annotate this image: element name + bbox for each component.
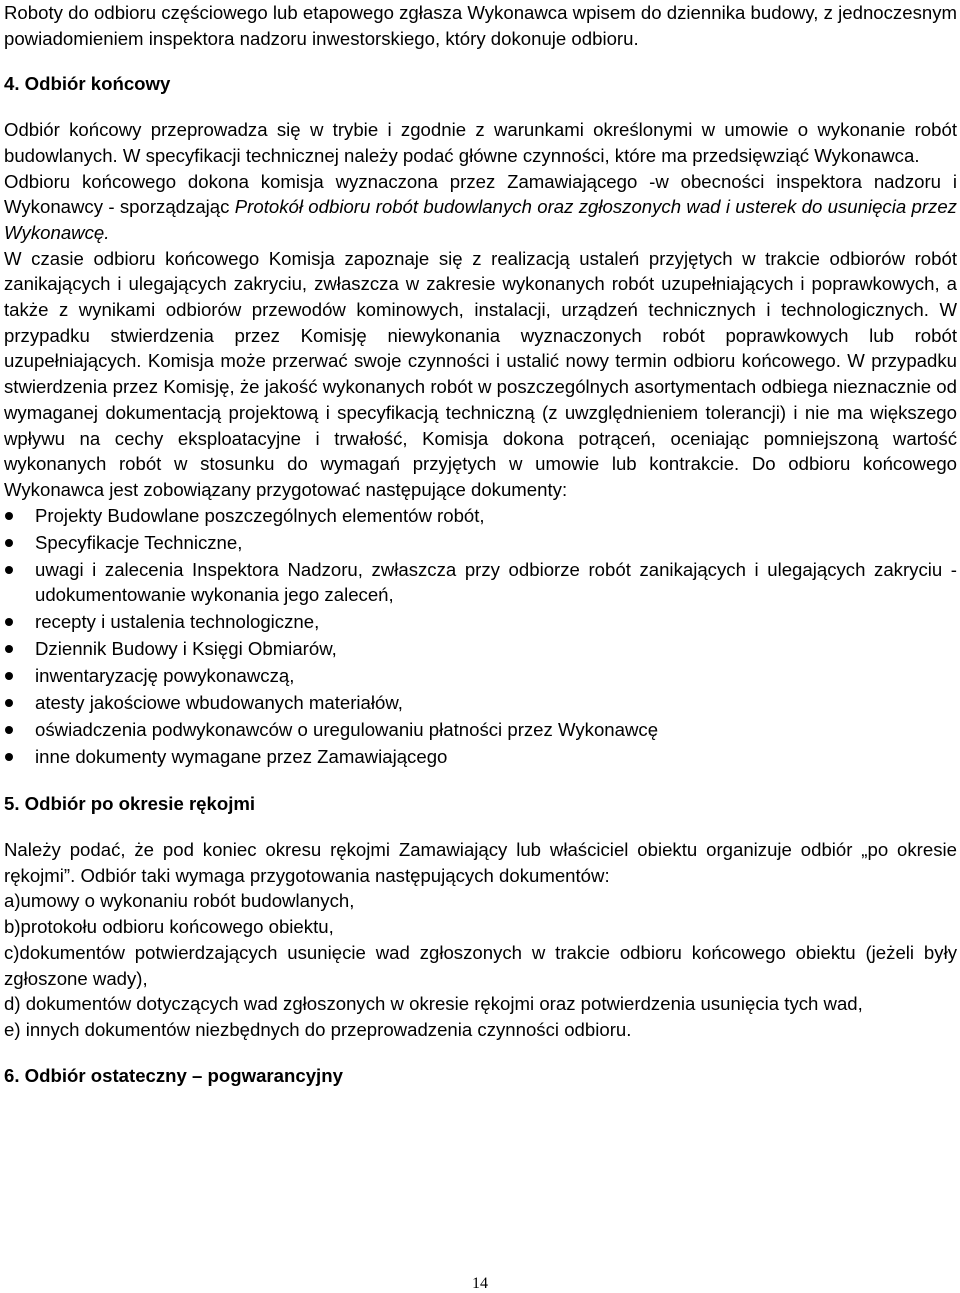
section-5-paragraph-1: Należy podać, że pod koniec okresu rękojmi Zamawiający lub właściciel obiektu organizuje odbiór „po okresie rękojmi”. Odbiór taki wymaga przygotowania następujących dokumentów:: [4, 839, 957, 886]
list-item: atesty jakościowe wbudowanych materiałów,: [4, 690, 957, 716]
section-5-item: c)dokumentów potwierdzających usunięcie wad zgłoszonych w trakcie odbioru końcowego obiektu (jeżeli były zgłoszone wady),: [4, 941, 957, 989]
spacer: [4, 771, 957, 791]
spacer: [4, 97, 957, 117]
required-documents-list: [4, 503, 957, 770]
list-item: Dziennik Budowy i Księgi Obmiarów,: [4, 636, 957, 662]
section-5-item: d) dokumentów dotyczących wad zgłoszonych w okresie rękojmi oraz potwierdzenia usunięcia tych wad,: [4, 993, 863, 1015]
list-item: inne dokumenty wymagane przez Zamawiającego: [4, 744, 957, 770]
section-5-item: b)protokołu odbioru końcowego obiektu,: [4, 916, 334, 938]
list-item: oświadczenia podwykonawców o uregulowaniu płatności przez Wykonawcę: [4, 717, 957, 743]
document-page: [4, 0, 957, 1088]
list-item: Projekty Budowlane poszczególnych elementów robót,: [4, 503, 957, 529]
section-4-heading: 4. Odbiór końcowy: [4, 73, 171, 95]
list-item: Specyfikacje Techniczne,: [4, 530, 957, 556]
section-4-paragraph-3: W czasie odbioru końcowego Komisja zapoznaje się z realizacją ustaleń przyjętych w trakcie odbiorów robót zanikających i ulegających zakryciu, zwłaszcza w zakresie wykonanych robót uzupełniających i poprawkowych, a także z wynikami odbiorów przewodów kominowych, instalacji, urządzeń technicznych i technologicznych. W przypadku stwierdzenia przez Komisję niewykonania wyznaczonych robót poprawkowych lub robót uzupełniających. Komisja może przerwać swoje czynności i ustalić nowy termin odbioru końcowego. W przypadku stwierdzenia przez Komisję, że jakość wykonanych robót w poszczególnych asortymentach odbiega nieznacznie od wymaganej dokumentacją projektową i specyfikacją techniczną (z uwzględnieniem tolerancji) i nie ma większego wpływu na cechy eksploatacyjne i trwałość, Komisja dokona potrąceń, oceniając pomniejszoną wartość wykonanych robót w stosunku do wymagań przyjętych w umowie lub kontrakcie. Do odbioru końcowego Wykonawca jest zobowiązany przygotować następujące dokumenty:: [4, 247, 957, 500]
spacer: [4, 1043, 957, 1063]
section-5-heading: 5. Odbiór po okresie rękojmi: [4, 793, 256, 815]
section-5-item: e) innych dokumentów niezbędnych do przeprowadzenia czynności odbioru.: [4, 1018, 632, 1040]
list-item: recepty i ustalenia technologiczne,: [4, 609, 957, 635]
section-4-paragraph-2-italic: Protokół odbioru robót budowlanych oraz zgłoszonych wad i usterek do usunięcia przez Wykonawcę.: [4, 196, 957, 243]
page-number: 14: [472, 1275, 488, 1292]
section-4-paragraph-1: Odbiór końcowy przeprowadza się w trybie i zgodnie z warunkami określonymi w umowie o wykonanie robót budowlanych. W specyfikacji technicznej należy podać główne czynności, które ma przedsięwziąć Wykonawca.: [4, 119, 957, 166]
section-6-heading: 6. Odbiór ostateczny – pogwarancyjny: [4, 1064, 343, 1086]
spacer: [4, 51, 957, 71]
list-item: uwagi i zalecenia Inspektora Nadzoru, zwłaszcza przy odbiorze robót zanikających i ulegających zakryciu - udokumentowanie wykonania jego zaleceń,: [4, 557, 957, 608]
section-5-item: a)umowy o wykonaniu robót budowlanych,: [4, 890, 355, 912]
intro-paragraph: Roboty do odbioru częściowego lub etapowego zgłasza Wykonawca wpisem do dziennika budowy, z jednoczesnym powiadomieniem inspektora nadzoru inwestorskiego, który dokonuje odbioru.: [4, 2, 957, 49]
section-4-paragraph-2-text: Odbioru końcowego dokona komisja wyznaczona przez Zamawiającego -w obecności inspektora nadzoru i Wykonawcy - sporządzając: [4, 170, 957, 218]
section-4-paragraph-2: [4, 169, 957, 246]
list-item: inwentaryzację powykonawczą,: [4, 663, 957, 689]
spacer: [4, 817, 957, 837]
